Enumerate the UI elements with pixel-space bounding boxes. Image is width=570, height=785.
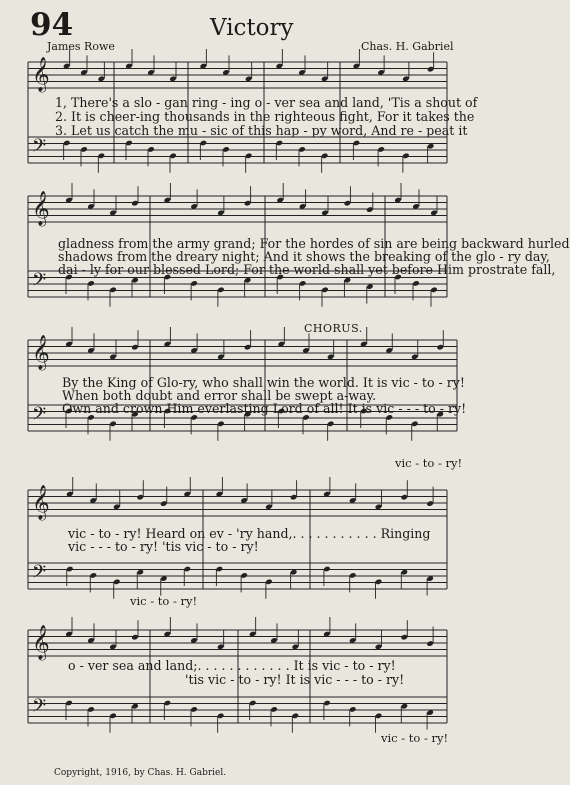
bass-clef-icon: 𝄢 (32, 562, 47, 587)
soprano-line: o - ver sea and land;. . . . . . . . . . . . It is vic - to - ry! (68, 658, 396, 673)
treble-clef-icon: 𝄞 (32, 335, 50, 370)
hymn-title: Victory (210, 15, 294, 41)
bass-clef-icon: 𝄢 (32, 270, 47, 295)
bass-clef-icon: 𝄢 (32, 696, 47, 721)
lyricist: James Rowe (47, 40, 115, 53)
composer: Chas. H. Gabriel (361, 40, 454, 53)
verse-3-line: Own and crown Him everlasting Lord of all! It is vic - - - to - ry! (62, 401, 467, 416)
verse-2-line: shadows from the dreary night; And it shows the breaking of the glo - ry day, (58, 249, 550, 264)
verse-3-line: 3. Let us catch the mu - sic of this hap - py word, And re - peat it (55, 123, 468, 138)
hymn-number: 94 (30, 7, 74, 43)
treble-clef-icon: 𝄞 (32, 191, 50, 226)
chorus-label: CHORUS. (304, 322, 363, 335)
bass-clef-icon: 𝄢 (32, 136, 47, 161)
treble-clef-icon: 𝄞 (32, 57, 50, 92)
verse-3-line: dai - ly for our blessed Lord; For the world shall yet before Him prostrate fall, (58, 262, 556, 277)
bass-clef-icon: 𝄢 (32, 404, 47, 429)
verse-1-line: 1, There's a slo - gan ring - ing o - ver sea and land, 'Tis a shout of (55, 95, 478, 110)
copyright-notice: Copyright, 1916, by Chas. H. Gabriel. (54, 768, 227, 778)
verse-1-line: gladness from the army grand; For the hordes of sin are being backward hurled (58, 236, 570, 251)
verse-1-line: By the King of Glo-ry, who shall win the world. It is vic - to - ry! (62, 375, 465, 390)
verse-2-line: When both doubt and error shall be swept a-way. (62, 388, 377, 403)
bass-echo: vic - to - ry! (395, 456, 463, 470)
bass-echo: vic - to - ry! (381, 731, 449, 745)
alto-line: 'tis vic - to - ry! It is vic - - - to - ry! (185, 672, 405, 687)
treble-clef-icon: 𝄞 (32, 625, 50, 660)
alto-line: vic - - - to - ry! 'tis vic - to - ry! (68, 539, 259, 554)
bass-echo: vic - to - ry! (130, 594, 198, 608)
verse-2-line: 2. It is cheer-ing thousands in the righteous fight, For it takes the (55, 109, 475, 124)
soprano-line: vic - to - ry! Heard on ev - 'ry hand,. . . . . . . . . . . Ringing (68, 526, 431, 541)
treble-clef-icon: 𝄞 (32, 485, 50, 520)
